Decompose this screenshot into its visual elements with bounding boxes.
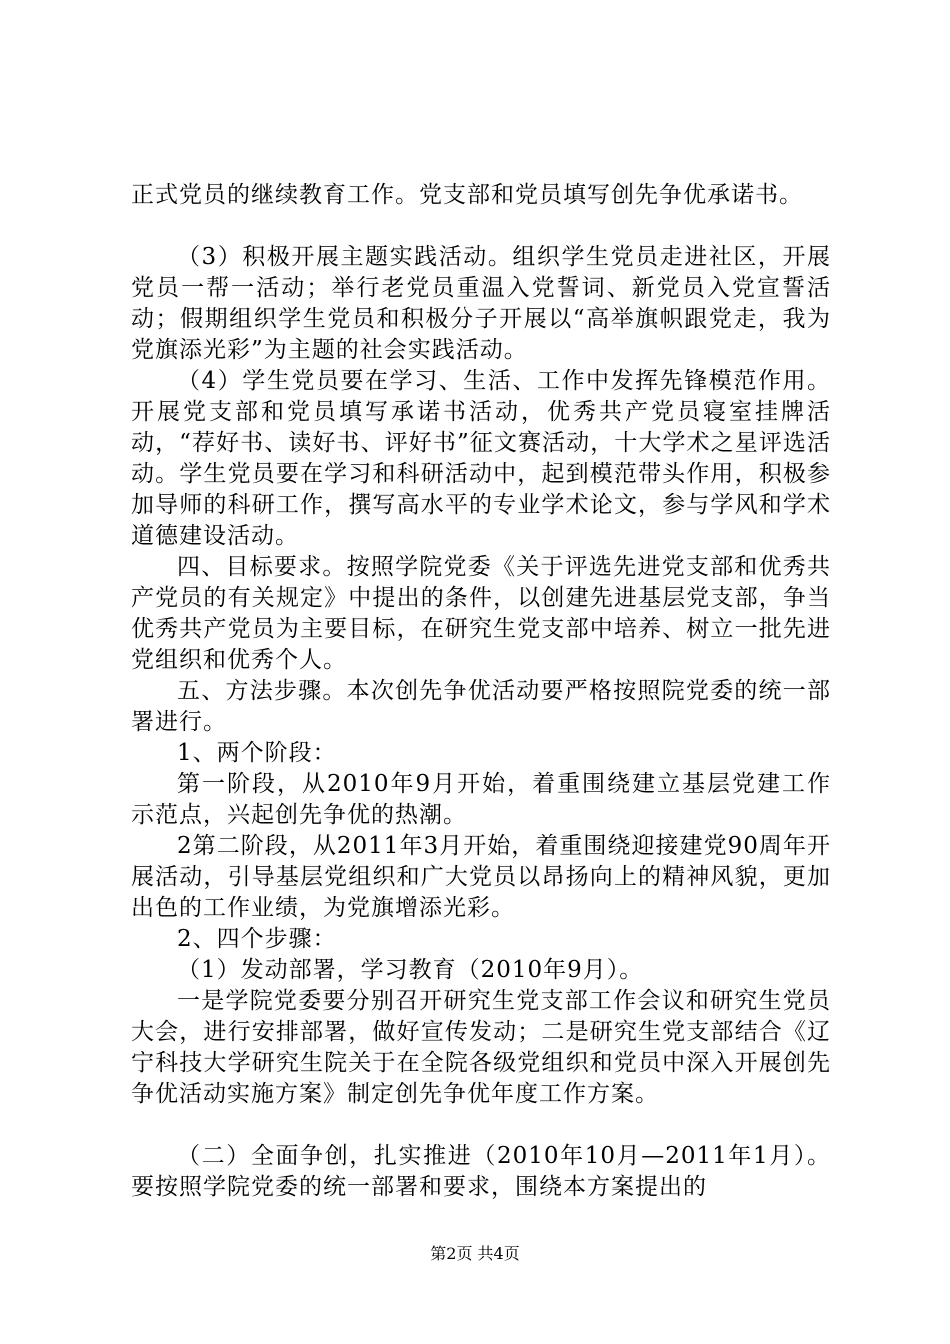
paragraph-goals: 四、目标要求。按照学院党委《关于评选先进党支部和优秀共产党员的有关规定》中提出的条件，以创建先进基层党支部，争当优秀共产党员为主要目标，在研究生党支部中培养、树立一批先进党组织和优秀个人。 bbox=[131, 554, 831, 673]
paragraph-stage-one: 第一阶段，从2010年9月开始，着重围绕建立基层党建工作示范点，兴起创先争优的热潮。 bbox=[131, 771, 831, 828]
paragraph-stage-two: 2第二阶段，从2011年3月开始，着重围绕迎接建党90周年开展活动，引导基层党组织和广大党员以昂扬向上的精神风貌，更加出色的工作业绩，为党旗增添光彩。 bbox=[131, 833, 831, 921]
paragraph-methods: 五、方法步骤。本次创先争优活动要严格按照院党委的统一部署进行。 bbox=[131, 678, 831, 735]
paragraph-step-one: （1）发动部署，学习教育（2010年9月）。 bbox=[177, 957, 644, 983]
paragraph-continuation: 正式党员的继续教育工作。党支部和党员填写创先争优承诺书。 bbox=[131, 182, 803, 208]
body-text bbox=[131, 180, 831, 1203]
paragraph-step-two: （二）全面争创，扎实推进（2010年10月—2011年1月）。要按照学院党委的统一部署和要求，围绕本方案提出的 bbox=[131, 1143, 831, 1200]
paragraph-step-one-detail: 一是学院党委要分别召开研究生党支部工作会议和研究生党员大会，进行安排部署，做好宣传发动；二是研究生党支部结合《辽宁科技大学研究生院关于在全院各级党组织和党员中深入开展创先争优活动实施方案》制定创先争优年度工作方案。 bbox=[131, 988, 831, 1107]
paragraph-two-stages-heading: 1、两个阶段： bbox=[177, 740, 337, 766]
paragraph-practice-activities: （3）积极开展主题实践活动。组织学生党员走进社区，开展党员一帮一活动；举行老党员重温入党誓词、新党员入党宣誓活动；假期组织学生党员和积极分子开展以“高举旗帜跟党走，我为党旗添光彩”为主题的社会实践活动。 bbox=[131, 244, 831, 363]
paragraph-pioneer-role: （4）学生党员要在学习、生活、工作中发挥先锋模范作用。开展党支部和党员填写承诺书活动，优秀共产党员寝室挂牌活动，“荐好书、读好书、评好书”征文赛活动，十大学术之星评选活动。学生党员要在学习和科研活动中，起到模范带头作用，积极参加导师的科研工作，撰写高水平的专业学术论文，参与学风和学术道德建设活动。 bbox=[131, 368, 831, 549]
page-number-footer: 第2页 共4页 bbox=[430, 1244, 520, 1263]
paragraph-four-steps-heading: 2、四个步骤： bbox=[177, 926, 337, 952]
